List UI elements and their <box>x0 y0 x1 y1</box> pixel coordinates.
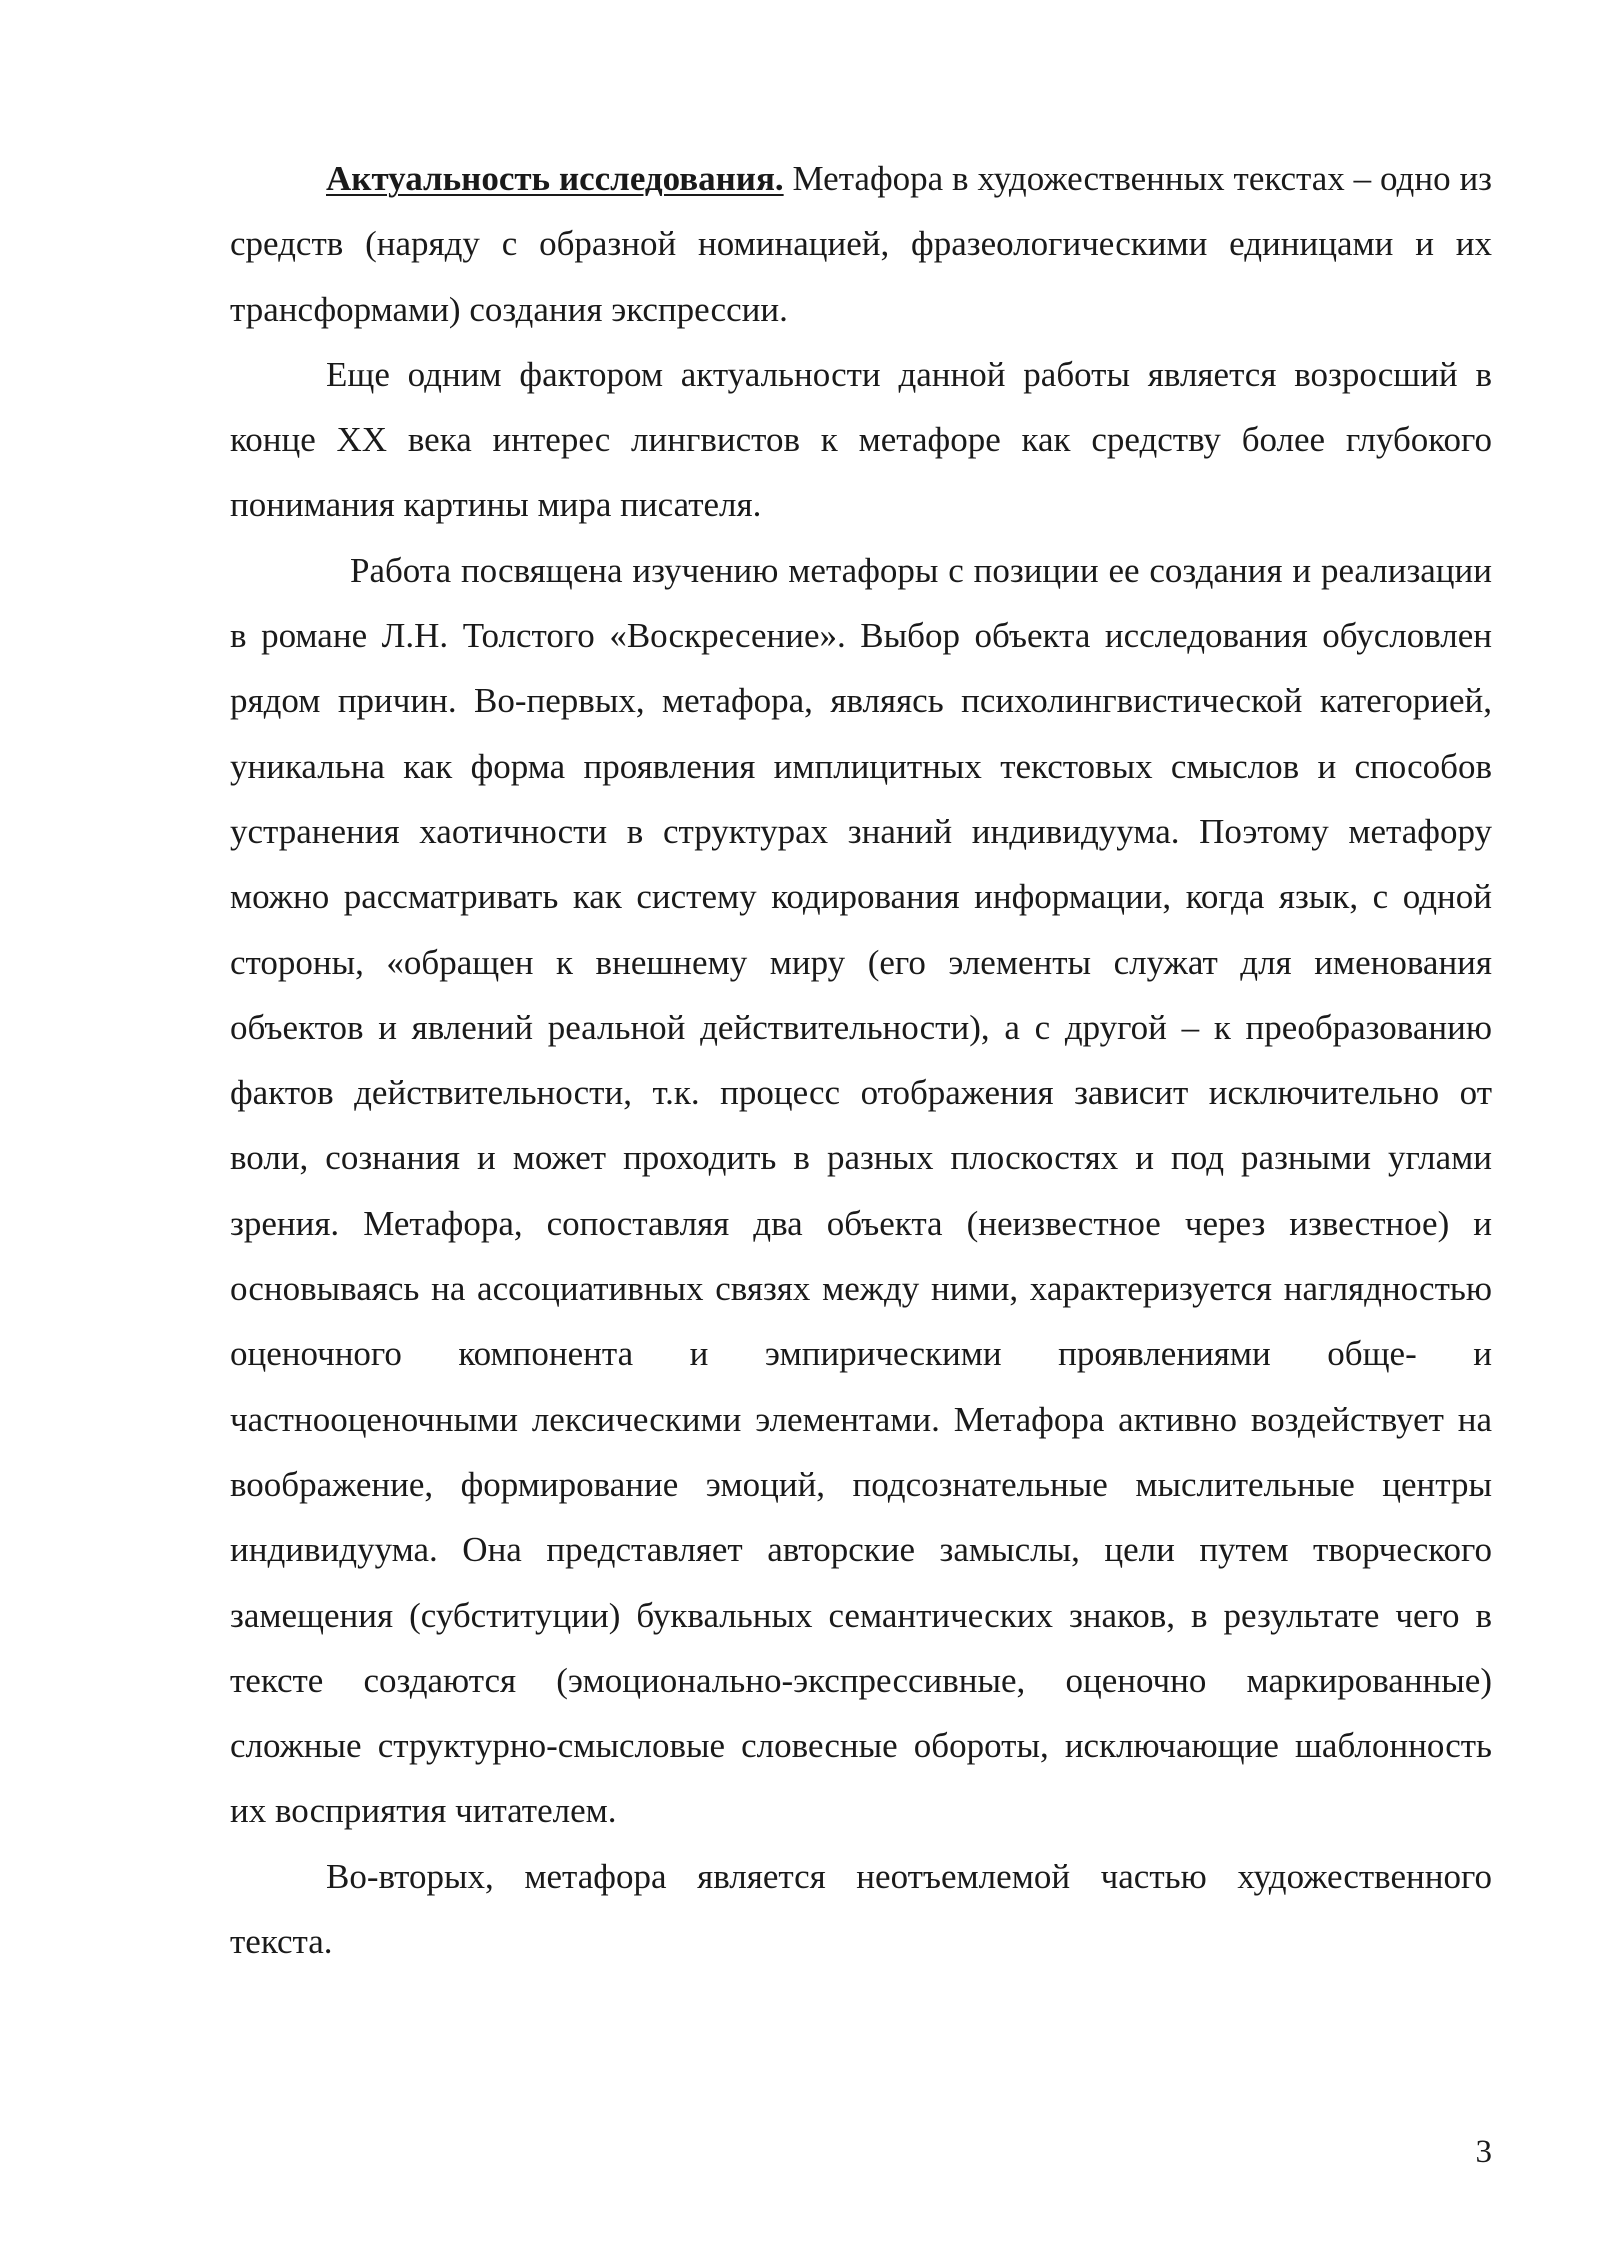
paragraph-second-reason <box>230 1844 1492 1975</box>
paragraph-additional-factor <box>230 342 1492 538</box>
page-number: 3 <box>1475 2134 1492 2170</box>
paragraph-text: Еще одним фактором актуальности данной работы является возросший в конце XX века интерес лингвистов к метафоре как средству более глубокого понимания картины мира писателя. <box>230 354 1492 525</box>
paragraph-text: Работа посвящена изучению метафоры с позиции ее создания и реализации в романе Л.Н. Толстого «Воскресение». Выбор объекта исследования обусловлен рядом причин. Во-первых, метафора, являясь психолингвистической категорией, уникальна как форма проявления имплицитных текстовых смыслов и способов устранения хаотичности в структурах знаний индивидуума. Поэтому метафору можно рассматривать как систему кодирования информации, когда язык, с одной стороны, «обращен к внешнему миру (его элементы служат для именования объектов и явлений реальной действительности), а с другой – к преобразованию фактов действительности, т.к. процесс отображения зависит исключительно от воли, сознания и может проходить в разных плоскостях и под разными углами зрения. Метафора, сопоставляя два объекта (неизвестное через известное) и основываясь на ассоциативных связях между ними, характеризуется наглядностью оценочного компонента и эмпирическими проявлениями обще- и частнооценочными лексическими элементами. Метафора активно воздействует на воображение, формирование эмоций, подсознательные мыслительные центры индивидуума. Она представляет авторские замыслы, цели путем творческого замещения (субституции) буквальных семантических знаков, в результате чего в тексте создаются (эмоционально-экспрессивные, оценочно маркированные) сложные структурно-смысловые словесные обороты, исключающие шаблонность их восприятия читателем. <box>230 550 1492 1831</box>
paragraph-text: Метафора в художественных текстах – одно из средств (наряду с образной номинацией, фразеологическими единицами и их трансформами) создания экспрессии. <box>230 159 1492 329</box>
paragraph-text: Во-вторых, метафора является неотъемлемой частью художественного текста. <box>230 1856 1492 1962</box>
section-heading-relevance: Актуальность исследования. <box>326 159 784 198</box>
document-body <box>230 146 1492 1974</box>
paragraph-work-subject <box>230 538 1492 1844</box>
paragraph-relevance <box>230 146 1492 342</box>
